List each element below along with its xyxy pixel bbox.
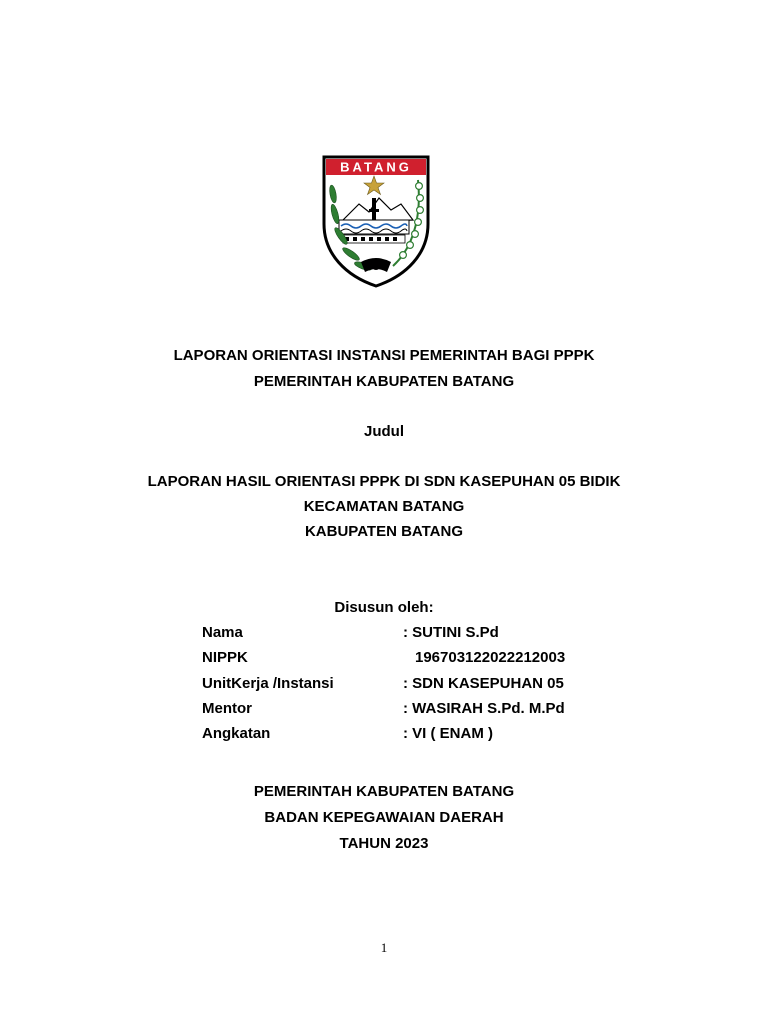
footer-line-2: BADAN KEPEGAWAIAN DAERAH xyxy=(264,809,504,826)
author-info-row xyxy=(0,699,768,719)
footer-line-3: TAHUN 2023 xyxy=(339,835,429,852)
author-info-label: NIPPK xyxy=(202,649,248,666)
footer-line-1: PEMERINTAH KABUPATEN BATANG xyxy=(253,783,515,800)
author-info-label: Angkatan xyxy=(202,725,271,742)
author-info-label: Mentor xyxy=(202,700,252,717)
author-info-label: Nama xyxy=(202,624,243,641)
emblem-banner-text: BATANG xyxy=(340,159,412,175)
author-info-row xyxy=(0,623,768,643)
author-info-row xyxy=(0,648,768,668)
report-heading-line-2: PEMERINTAH KABUPATEN BATANG xyxy=(253,373,515,390)
report-heading-line-1: LAPORAN ORIENTASI INSTANSI PEMERINTAH BAGI PPPK xyxy=(173,347,595,364)
author-info-value: : VI ( ENAM ) xyxy=(403,725,493,742)
subtitle-label: Judul xyxy=(364,423,404,440)
author-info-value: : WASIRAH S.Pd. M.Pd xyxy=(403,700,565,717)
author-info-value: 196703122022212003 xyxy=(415,649,566,666)
ribbon-icon xyxy=(361,258,391,272)
author-info-row xyxy=(0,674,768,694)
author-info-value: : SUTINI S.Pd xyxy=(403,624,499,641)
report-title-line-3: KABUPATEN BATANG xyxy=(304,523,464,540)
author-info-label: UnitKerja /Instansi xyxy=(202,675,334,692)
author-info-value: : SDN KASEPUHAN 05 xyxy=(403,675,564,692)
author-heading: Disusun oleh: xyxy=(334,599,434,616)
report-title-line-1: LAPORAN HASIL ORIENTASI PPPK DI SDN KASEPUHAN 05 BIDIK xyxy=(147,473,621,490)
emblem-pattern xyxy=(343,235,405,243)
batang-regency-emblem xyxy=(321,154,431,289)
page-number: 1 xyxy=(380,940,388,955)
report-title-line-2: KECAMATAN BATANG xyxy=(303,498,465,515)
author-info-row xyxy=(0,724,768,744)
